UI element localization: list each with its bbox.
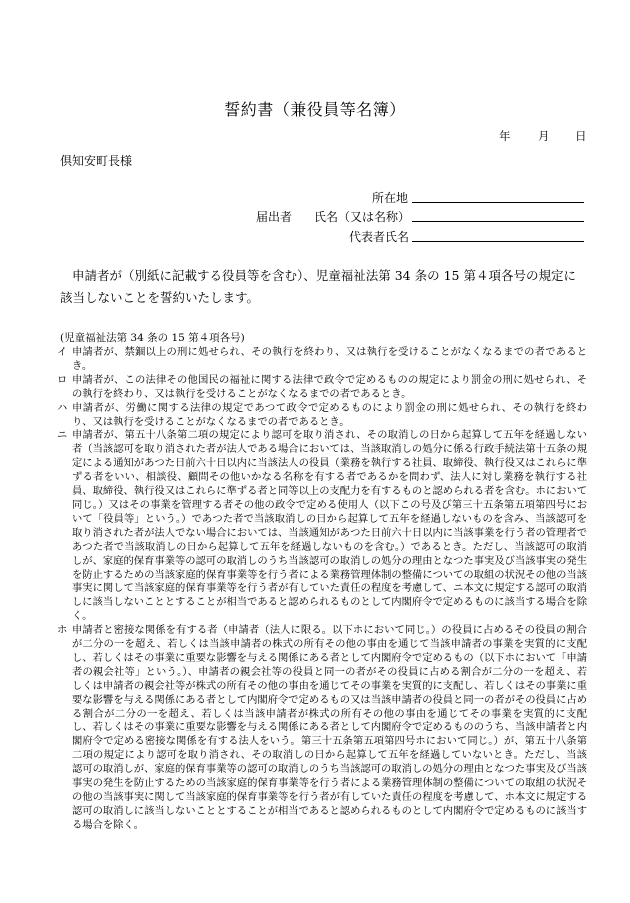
date-year: 年 bbox=[499, 129, 511, 143]
list-item bbox=[57, 624, 587, 833]
list-item bbox=[57, 402, 587, 430]
list-item bbox=[57, 374, 587, 402]
name-line bbox=[412, 221, 584, 222]
date-day: 日 bbox=[575, 129, 587, 143]
name-label: 氏名（又は名称） bbox=[314, 210, 411, 224]
item-text: 申請者と密接な関係を有する者（申請者（法人に限る。以下ホにおいて同じ。）の役員に占めるその役員の割合が二分の一を超え、若しくは当該申請者の株式の所有その他の事由を通じて当該申請者の事業を実質的に支配し、若しくはその事業に重要な影響を与える関係にある者として内閣府令で定めるもの（以下ホにおいて「申請者の親会社等」という。）、申請者の親会社等の役員と同一の者がその役員に占める割合が二分の一を超え、若しくは申請者の親会社等が株式の所有その他の事由を通じてその事業を実質的に支配し、若しくはその事業に重要な影響を与える関係にある者として内閣府令で定めるもの又は当該申請者の役員と同一の者がその役員に占める割合が二分の一を超え、若しくは当該申請者が株式の所有その他の事由を通じてその事業を実質的に支配し、若しくはその事業に重要な影響を与える関係にある者として内閣府令で定めるもののうち、当該申請者と内閣府令で定める密接な関係を有する法人をいう。第三十五条第五項第四号ホにおいて同じ。）が、第五十八条第二項の規定により認可を取り消され、その取消しの日から起算して五年を経過していないとき。ただし、当該認可の取消しが、家庭的保育事業等の認可の取消しのうち当該認可の取消しの処分の理由となつた事実及び当該事実の発生を防止するための当該家庭的保育事業等を行う者による業務管理体制の整備についての取組の状況その他の当該事実に関して当該家庭的保育事業等を行う者が有していた責任の程度を考慮して、ホ本文に規定する認可の取消しに該当しないこととすることが相当であると認められるものとして内閣府令で定めるものに該当する場合を除く。 bbox=[72, 624, 587, 831]
item-label: ハ bbox=[57, 401, 68, 414]
date-month: 月 bbox=[538, 129, 550, 143]
pledge-text: 申請者が（別紙に記載する役員等を含む）、児童福祉法第 34 条の 15 第４項各号の規定に該当しないことを誓約いたします。 bbox=[60, 268, 576, 305]
addressee: 倶知安町長様 bbox=[60, 154, 133, 168]
location-label: 所在地 bbox=[372, 191, 409, 205]
item-text: 申請者が、禁錮以上の刑に処せられ、その執行を終わり、又は執行を受けることがなくなるまでの者であるとき。 bbox=[72, 346, 587, 372]
item-text: 申請者が、この法律その他国民の福祉に関する法律で政令で定めるものの規定により罰金の刑に処せられ、その執行を終わり、又は執行を受けることがなくなるまでの者であるとき。 bbox=[72, 373, 587, 400]
item-label: イ bbox=[57, 346, 68, 358]
document-title: 誓約書（兼役員等名簿） bbox=[224, 100, 406, 119]
disqualification-items bbox=[57, 346, 587, 833]
item-label: ロ bbox=[57, 373, 68, 386]
list-item bbox=[57, 346, 587, 374]
representative-line bbox=[412, 241, 584, 242]
list-item bbox=[57, 429, 587, 624]
item-text: 申請者が、労働に関する法律の規定であつて政令で定めるものにより罰金の刑に処せられ、その執行を終わり、又は執行を受けることがなくなるまでの者であるとき。 bbox=[72, 401, 587, 428]
item-text: 申請者が、第五十八条第二項の規定により認可を取り消され、その取消しの日から起算して五年を経過しない者（当該認可を取り消された者が法人である場合においては、当該取消しの処分に係る行政手続法第十五条の規定による通知があつた日前六十日以内に当該法人の役員（業務を執行する社員、取締役、執行役又はこれらに準ずる者をいい、相談役、顧問その他いかなる名称を有する者であるかを問わず、法人に対し業務を執行する社員、取締役、執行役又はこれらに準ずる者と同等以上の支配力を有するものと認められる者を含む。ホにおいて同じ。）又はその事業を管理する者その他の政令で定める使用人（以下この号及び第三十五条第五項第四号において「役員等」という。）であつた者で当該取消しの日から起算して五年を経過しないものを含み、当該認可を取り消された者が法人でない場合においては、当該通知があつた日前六十日以内に当該事業を行う者の管理者であつた者で当該取消しの日から起算して五年を経過しないものを含む。）であるとき。ただし、当該認可の取消しが、家庭的保育事業等の認可の取消しのうち当該認可の取消しの処分の理由となつた事実及び当該事実の発生を防止するための当該家庭的保育事業等を行う者による業務管理体制の整備についての取組の状況その他の当該事実に関して当該家庭的保育事業等を行う者が有していた責任の程度を考慮して、ニ本文に規定する認可の取消しに該当しないこととすることが相当であると認められるものとして内閣府令で定めるものに該当する場合を除く。 bbox=[72, 429, 587, 623]
item-label: ニ bbox=[57, 429, 68, 442]
item-label: ホ bbox=[57, 624, 68, 637]
representative-label: 代表者氏名 bbox=[349, 230, 410, 244]
location-line bbox=[412, 202, 584, 203]
notifier-label: 届出者 bbox=[256, 210, 293, 224]
law-reference-header: (児童福祉法第 34 条の 15 第４項各号) bbox=[60, 332, 245, 344]
